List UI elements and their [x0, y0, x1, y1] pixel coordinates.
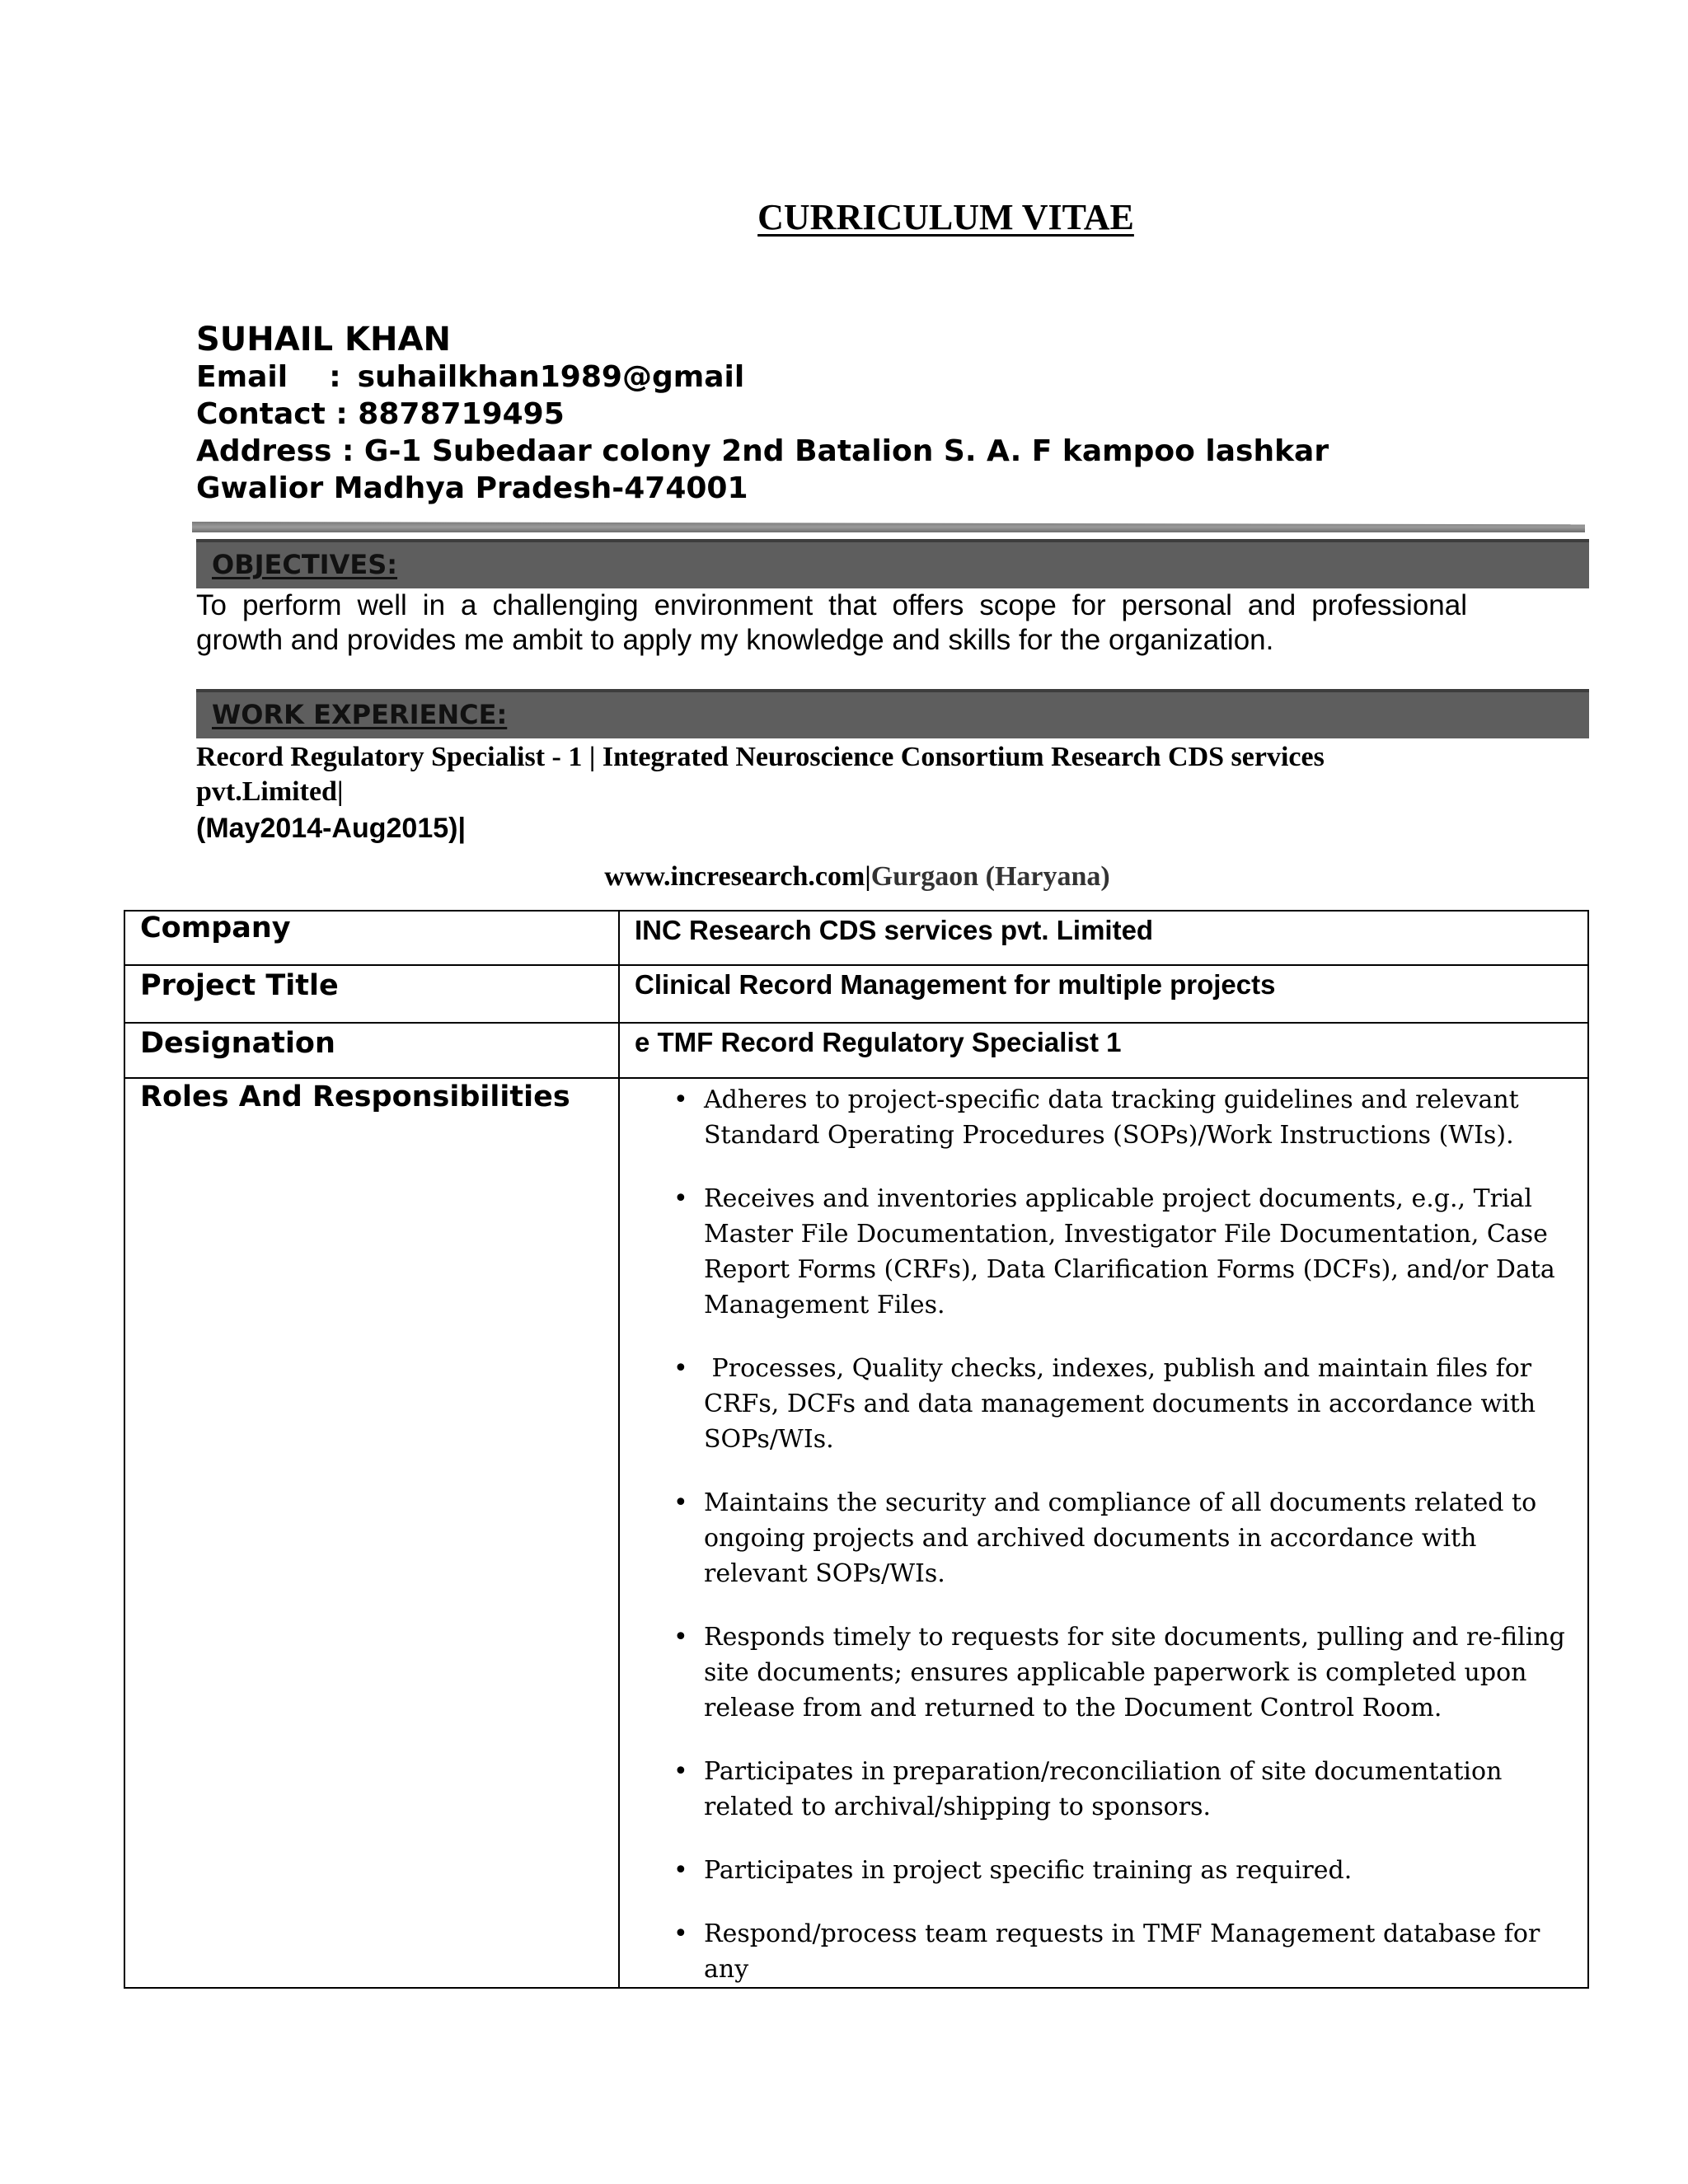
project-title-label: Project Title [124, 965, 619, 1023]
list-item [620, 1619, 1587, 1726]
bullet-icon: • [673, 1085, 688, 1114]
objectives-heading-bar [196, 539, 1589, 588]
list-item [620, 1916, 1587, 1987]
address-line-2: Gwalior Madhya Pradesh-474001 [196, 471, 748, 505]
table-row [124, 1078, 1588, 1988]
job-title-line-1: Record Regulatory Specialist - 1 | Integrated Neuroscience Consortium Research CDS services [196, 742, 1325, 772]
role-text: Respond/process team requests in TMF Management database for any [704, 1919, 1540, 1984]
bullet-icon: • [673, 1856, 688, 1885]
company-label: Company [124, 911, 619, 965]
table-row [124, 965, 1588, 1023]
job-dates: (May2014-Aug2015)| [196, 813, 466, 844]
job-title-line-2: pvt.Limited| [196, 776, 344, 807]
objectives-line-2: growth and provides me ambit to apply my knowledge and skills for the organization. [196, 624, 1274, 656]
list-item [620, 1181, 1587, 1323]
header-divider [192, 522, 1585, 532]
bullet-icon: • [673, 1757, 688, 1786]
company-value: INC Research CDS services pvt. Limited [619, 911, 1588, 965]
role-text: Participates in preparation/reconciliation of site documentation related to archival/shipping to sponsors. [704, 1757, 1503, 1821]
list-item [620, 1485, 1587, 1591]
project-title-value: Clinical Record Management for multiple projects [619, 965, 1588, 1023]
email-line [196, 359, 1329, 396]
job-title [196, 740, 1614, 809]
bullet-icon: • [673, 1488, 688, 1517]
table-row [124, 1023, 1588, 1078]
candidate-name: SUHAIL KHAN [196, 321, 451, 359]
bullet-icon: • [673, 1919, 688, 1948]
objectives-line-1: To perform well in a challenging environment that offers scope for personal and professional [196, 589, 1467, 621]
table-row [124, 911, 1588, 965]
list-item [620, 1853, 1587, 1888]
bullet-icon: • [673, 1623, 688, 1652]
role-text: Receives and inventories applicable project documents, e.g., Trial Master File Documentation, Investigator File Documentation, Case Report Forms (CRFs), Data Clarification Forms (DCFs), and/or Data Management Files. [704, 1184, 1555, 1319]
job-location: Gurgaon (Haryana) [870, 861, 1110, 892]
work-experience-heading: WORK EXPERIENCE: [212, 699, 508, 730]
bullet-icon: • [673, 1354, 688, 1383]
list-item [620, 1082, 1587, 1153]
objectives-text [196, 588, 1597, 658]
list-item [620, 1754, 1587, 1825]
role-text: Maintains the security and compliance of all documents related to ongoing projects and archived documents in accordance with relevant SOPs/WIs. [704, 1488, 1537, 1588]
job-website: www.incresearch.com| [604, 861, 871, 892]
objectives-heading: OBJECTIVES: [212, 549, 398, 580]
role-text: Processes, Quality checks, indexes, publish and maintain files for CRFs, DCFs and data management documents in accordance with SOPs/WIs. [704, 1354, 1544, 1454]
role-text: Responds timely to requests for site documents, pulling and re-filing site documents; ensures applicable paperwork is completed upon release from and returned to the Document Control Room. [704, 1623, 1565, 1722]
address-line-1: Address : G-1 Subedaar colony 2nd Batalion S. A. F kampoo lashkar [196, 434, 1329, 468]
contact-line: Contact : 8878719495 [196, 397, 565, 431]
roles-cell [619, 1078, 1588, 1988]
list-item [620, 1351, 1587, 1457]
role-text: Participates in project specific training as required. [704, 1856, 1353, 1885]
roles-list [620, 1082, 1587, 1987]
roles-label: Roles And Responsibilities [124, 1078, 619, 1988]
email-value: suhailkhan1989@gmail [357, 360, 745, 394]
bullet-icon: • [673, 1184, 688, 1213]
designation-value: e TMF Record Regulatory Specialist 1 [619, 1023, 1588, 1078]
role-text: Adheres to project-specific data tracking guidelines and relevant Standard Operating Procedures (SOPs)/Work Instructions (WIs). [704, 1085, 1519, 1150]
designation-label: Designation [124, 1023, 619, 1078]
email-label: Email : [196, 360, 341, 394]
job-website-location [0, 861, 1688, 893]
work-experience-heading-bar [196, 689, 1589, 738]
job-details-table [124, 910, 1589, 1989]
contact-block [196, 321, 1329, 507]
page-title: CURRICULUM VITAE [757, 197, 1134, 237]
